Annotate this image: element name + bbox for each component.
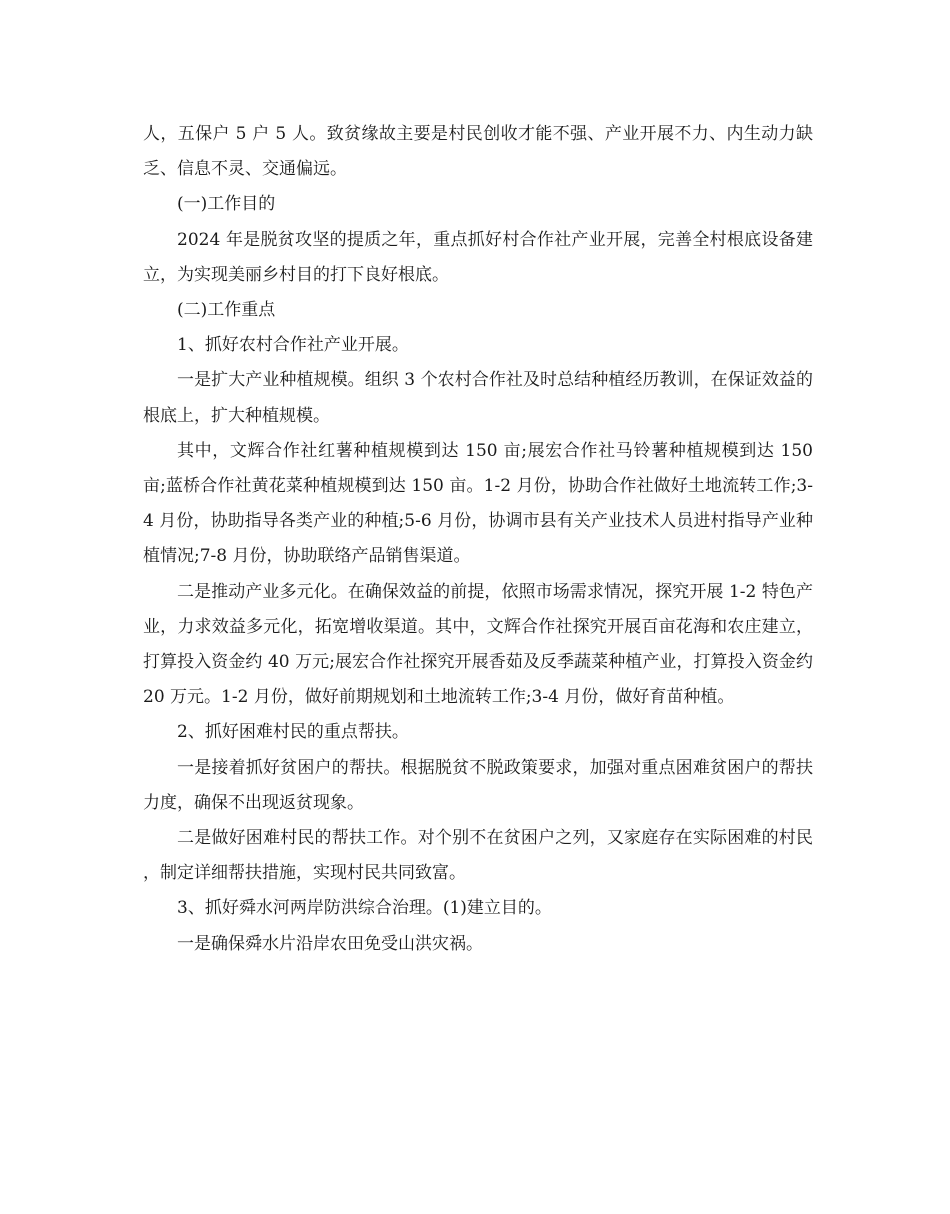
heading-cooperative-industry: 1、抓好农村合作社产业开展。	[177, 335, 409, 356]
heading-key-assistance: 2、抓好困难村民的重点帮扶。	[177, 722, 409, 743]
heading-work-focus: (二)工作重点	[177, 300, 276, 321]
paragraph-poverty-causes: 人，五保户 5 户 5 人。致贫缘故主要是村民创收才能不强、产业开展不力、内生动力缺乏、信息不灵、交通偏远。	[143, 124, 813, 180]
paragraph-poor-household-assistance: 一是接着抓好贫困户的帮扶。根据脱贫不脱政策要求，加强对重点困难贫困户的帮扶力度，确保不出现返贫现象。	[143, 757, 813, 813]
document-body	[143, 117, 813, 962]
paragraph-planting-details: 其中，文辉合作社红薯种植规模到达 150 亩;展宏合作社马铃薯种植规模到达 150 亩;蓝桥合作社黄花菜种植规模到达 150 亩。1-2 月份，协助合作社做好土地流转工作;3-4 月份，协助指导各类产业的种植;5-6 月份，协调市县有关产业技术人员进村指导产业种植情况;7-8 月份，协助联络产品销售渠道。	[143, 440, 813, 567]
paragraph-work-goal: 2024 年是脱贫攻坚的提质之年，重点抓好村合作社产业开展，完善全村根底设备建立，为实现美丽乡村目的打下良好根底。	[143, 229, 813, 285]
paragraph-villager-assistance: 二是做好困难村民的帮扶工作。对个别不在贫困户之列，又家庭存在实际困难的村民，制定详细帮扶措施，实现村民共同致富。	[143, 828, 813, 884]
heading-flood-control: 3、抓好舜水河两岸防洪综合治理。(1)建立目的。	[177, 898, 552, 919]
paragraph-flood-goal: 一是确保舜水片沿岸农田免受山洪灾祸。	[177, 933, 483, 954]
heading-work-goal: (一)工作目的	[177, 194, 276, 215]
paragraph-diversification: 二是推动产业多元化。在确保效益的前提，依照市场需求情况，探究开展 1-2 特色产业，力求效益多元化，拓宽增收渠道。其中，文辉合作社探究开展百亩花海和农庄建立，打算投入资金约 40 万元;展宏合作社探究开展香茹及反季蔬菜种植产业，打算投入资金约 20 万元。1-2 月份，做好前期规划和土地流转工作;3-4 月份，做好育苗种植。	[143, 581, 813, 708]
paragraph-expand-planting: 一是扩大产业种植规模。组织 3 个农村合作社及时总结种植经历教训，在保证效益的根底上，扩大种植规模。	[143, 370, 813, 426]
